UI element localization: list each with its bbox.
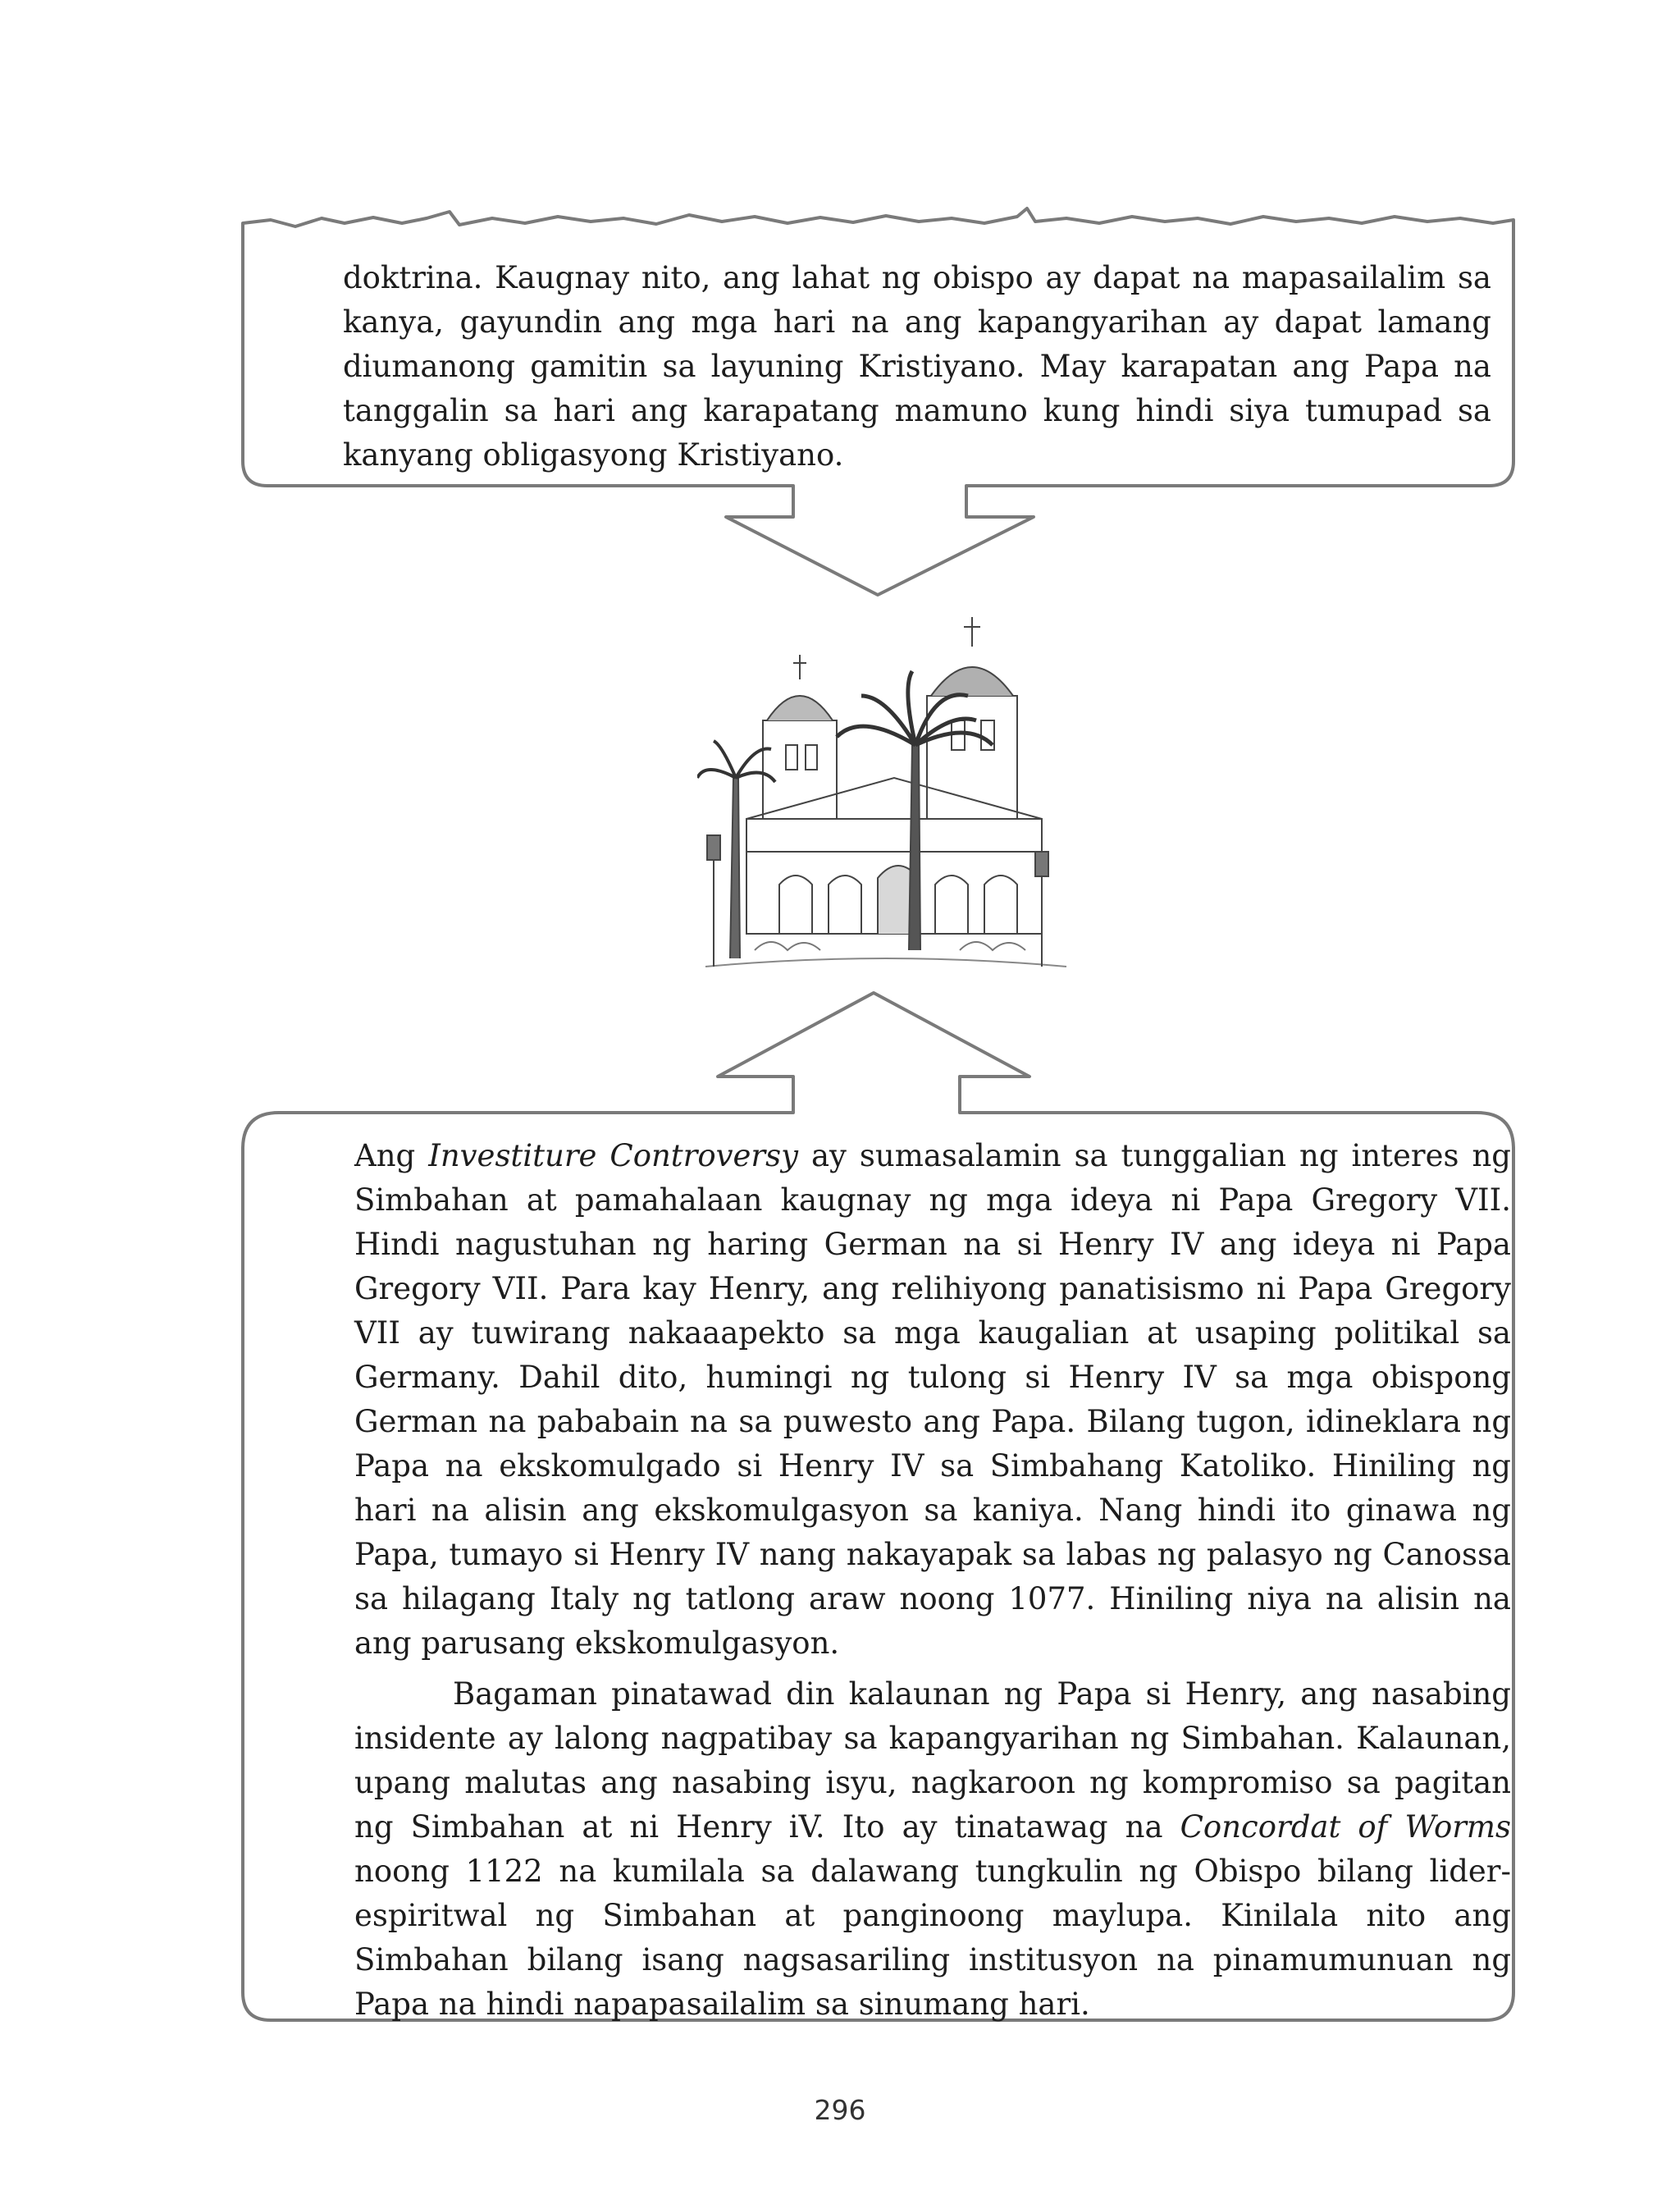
paragraph-2-start: Bagaman pinatawad din kalaunan ng Papa si Henry, ang nasabing insidente ay lalong nagpatibay sa kapangyarihan ng Simbahan. Kalaunan, upang malutas ang nasabing isyu, nagkaroon ng kompromiso sa pagitan ng Simbahan at ni Henry iV. Ito ay tinatawag na (354, 1676, 1511, 1845)
term-investiture-controversy: Investiture Controversy (428, 1138, 799, 1173)
paragraph-1-rest: ay sumasalamin sa tunggalian ng interes ng Simbahan at pamahalaan kaugnay ng mga ideya ni Papa Gregory VII. Hindi nagustuhan ng haring German na si Henry IV ang ideya ni Papa Gregory VII. Para kay Henry, ang relihiyong panatisismo ni Papa Gregory VII ay tuwirang nakaaapekto sa mga kaugalian at usaping politikal sa Germany. Dahil dito, humingi ng tulong si Henry IV sa mga obispong German na pababain na sa puwesto ang Papa. Bilang tugon, idineklara ng Papa na ekskomulgado si Henry IV sa Simbahang Katoliko. Hiniling ng hari na alisin ang ekskomulgasyon sa kaniya. Nang hindi ito ginawa ng Papa, tumayo si Henry IV nang nakayapak sa labas ng palasyo ng Canossa sa hilagang Italy ng tatlong araw noong 1077. Hiniling niya na alisin na ang parusang ekskomulgasyon. (354, 1138, 1511, 1661)
paragraph-1-start: Ang (354, 1138, 429, 1173)
paragraph-2 (354, 1672, 1511, 2027)
church-illustration (697, 606, 1075, 983)
paragraph-1 (354, 1134, 1511, 1666)
top-box-paragraph: doktrina. Kaugnay nito, ang lahat ng obispo ay dapat na mapasailalim sa kanya, gayundin ang mga hari na ang kapangyarihan ay dapat lamang diumanong gamitin sa layuning Kristiyano. May karapatan ang Papa na tanggalin sa hari ang karapatang mamuno kung hindi siya tumupad sa kanyang obligasyong Kristiyano. (343, 260, 1491, 473)
bottom-box-text (354, 1134, 1511, 2027)
top-box-text (343, 256, 1491, 478)
term-concordat-of-worms: Concordat of Worms (1180, 1809, 1512, 1845)
page-number: 296 (814, 2094, 866, 2126)
paragraph-2-rest: noong 1122 na kumilala sa dalawang tungkulin ng Obispo bilang lider-espiritwal ng Simbahan at panginoong maylupa. Kinilala nito ang Simbahan bilang isang nagsasariling institusyon na pinamumunuan ng Papa na hindi napapasailalim sa sinumang hari. (354, 1854, 1511, 2022)
